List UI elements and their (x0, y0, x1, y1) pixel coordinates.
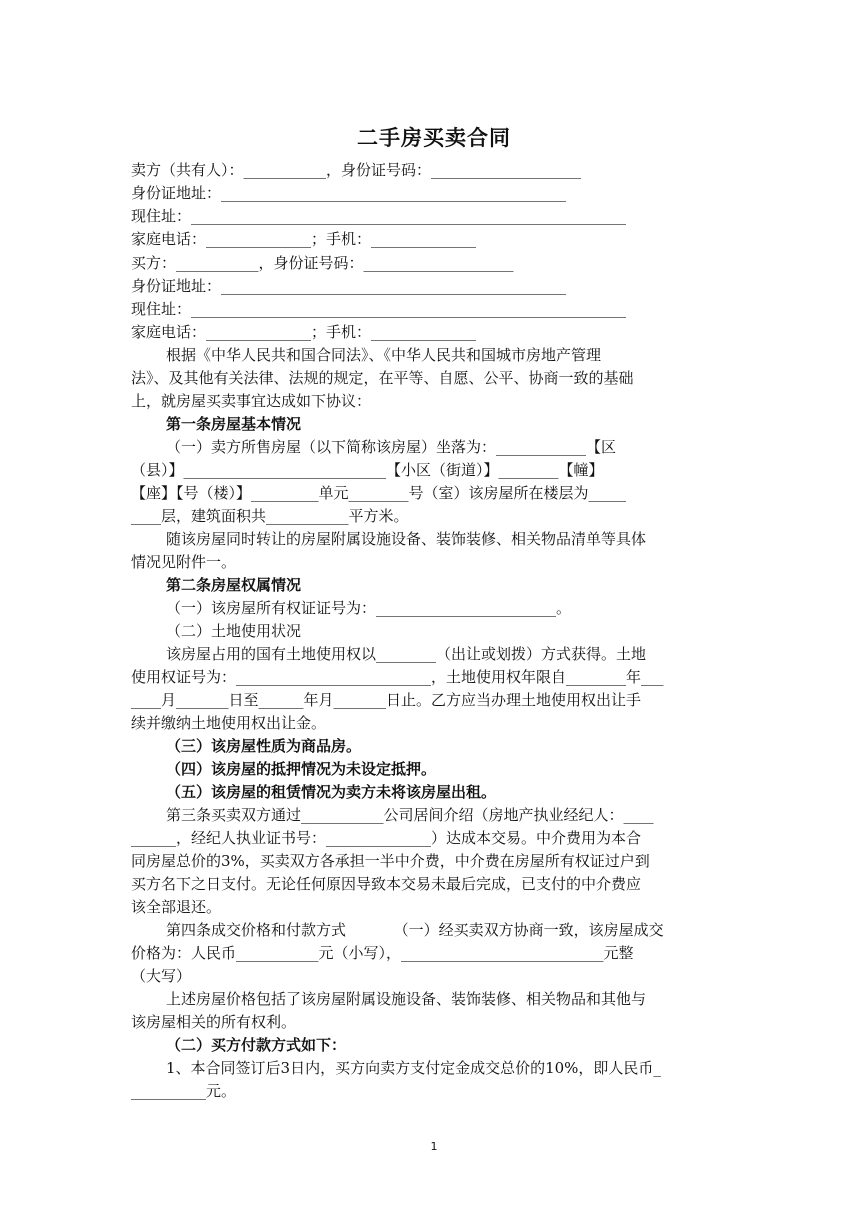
article-4-text: 1、本合同签订后3日内，买方向卖方支付定金成交总价的10%，即人民币_ (166, 1059, 661, 1077)
article-2-item: （四）该房屋的抵押情况为未设定抵押。 (166, 760, 437, 778)
article-2-heading: 第二条房屋权属情况 (166, 576, 302, 594)
seller-address-line: 现住址：__________________________________________________________ (131, 207, 627, 225)
article-1-text: （县）】___________________________【小区（街道）】________【幢】 (131, 461, 604, 479)
article-1-text: ____层，建筑面积共___________平方米。 (131, 507, 409, 525)
page-number: 1 (430, 1140, 438, 1153)
preamble-line: 根据《中华人民共和国合同法》、《中华人民共和国城市房地产管理 (166, 346, 602, 364)
article-2-text: （二）土地使用状况 (166, 622, 302, 640)
seller-phone-line: 家庭电话：______________；手机：______________ (131, 230, 477, 248)
preamble-line: 上，就房屋买卖事宜达成如下协议： (131, 392, 372, 410)
article-2-text: ____月_______日至______年月_______日止。乙方应当办理土地使用权出让手 (131, 691, 642, 709)
article-1-text: 【座】【号（楼）】_________单元________号（室）该房屋所在楼层为_____ (131, 484, 627, 502)
buyer-line: 买方：___________，身份证号码：____________________ (131, 254, 514, 272)
buyer-phone-line: 家庭电话：______________；手机：______________ (131, 323, 477, 341)
document-title: 二手房买卖合同 (357, 126, 511, 150)
article-3-text: 该全部退还。 (131, 898, 222, 916)
article-4-text: 第四条成交价格和付款方式 （一）经买卖双方协商一致，该房屋成交 (166, 921, 664, 939)
article-1-text: 情况见附件一。 (131, 553, 237, 571)
article-2-item: （五）该房屋的租赁情况为卖方未将该房屋出租。 (166, 783, 497, 801)
article-2-text: 续并缴纳土地使用权出让金。 (131, 714, 327, 732)
article-1-text: 随该房屋同时转让的房屋附属设施设备、装饰装修、相关物品清单等具体 (166, 530, 647, 548)
buyer-address-line: 现住址：__________________________________________________________ (131, 300, 627, 318)
article-2-item: （三）该房屋性质为商品房。 (166, 737, 362, 755)
article-3-text: 买方名下之日支付。无论任何原因导致本交易未最后完成，已支付的中介费应 (131, 875, 642, 893)
article-1-heading: 第一条房屋基本情况 (166, 415, 302, 433)
article-3-text: 第三条买卖双方通过___________公司居间介绍（房地产执业经纪人：____ (166, 806, 654, 824)
article-4-text: 该房屋相关的所有权利。 (131, 1013, 297, 1031)
article-4-text: 上述房屋价格包括了该房屋附属设施设备、装饰装修、相关物品和其他与 (166, 990, 647, 1008)
preamble-line: 法》、及其他有关法律、法规的规定，在平等、自愿、公平、协商一致的基础 (131, 369, 634, 387)
article-2-text: 该房屋占用的国有土地使用权以________（出让或划拨）方式获得。土地 (166, 645, 647, 663)
seller-id-address-line: 身份证地址：______________________________________________ (131, 184, 567, 202)
article-2-text: 使用权证号为：__________________________，土地使用权年限自________年___ (131, 668, 664, 686)
article-3-text: 同房屋总价的3%，买卖双方各承担一半中介费，中介费在房屋所有权证过户到 (131, 852, 650, 870)
seller-line: 卖方（共有人）：___________，身份证号码：____________________ (131, 161, 582, 179)
buyer-id-address-line: 身份证地址：______________________________________________ (131, 277, 567, 295)
article-4-text: 价格为：人民币___________元（小写），___________________________元整 (131, 944, 634, 962)
article-4-text: __________元。 (131, 1082, 237, 1100)
article-1-text: （一）卖方所售房屋（以下简称该房屋）坐落为：____________【区 (166, 438, 617, 456)
article-4-text: （大写） (131, 967, 192, 985)
article-4-subheading: （二）买方付款方式如下： (166, 1036, 347, 1054)
article-2-text: （一）该房屋所有权证证号为：________________________。 (166, 599, 572, 617)
article-3-text: ______，经纪人执业证书号：______________）达成本交易。中介费用为本合 (131, 829, 642, 847)
